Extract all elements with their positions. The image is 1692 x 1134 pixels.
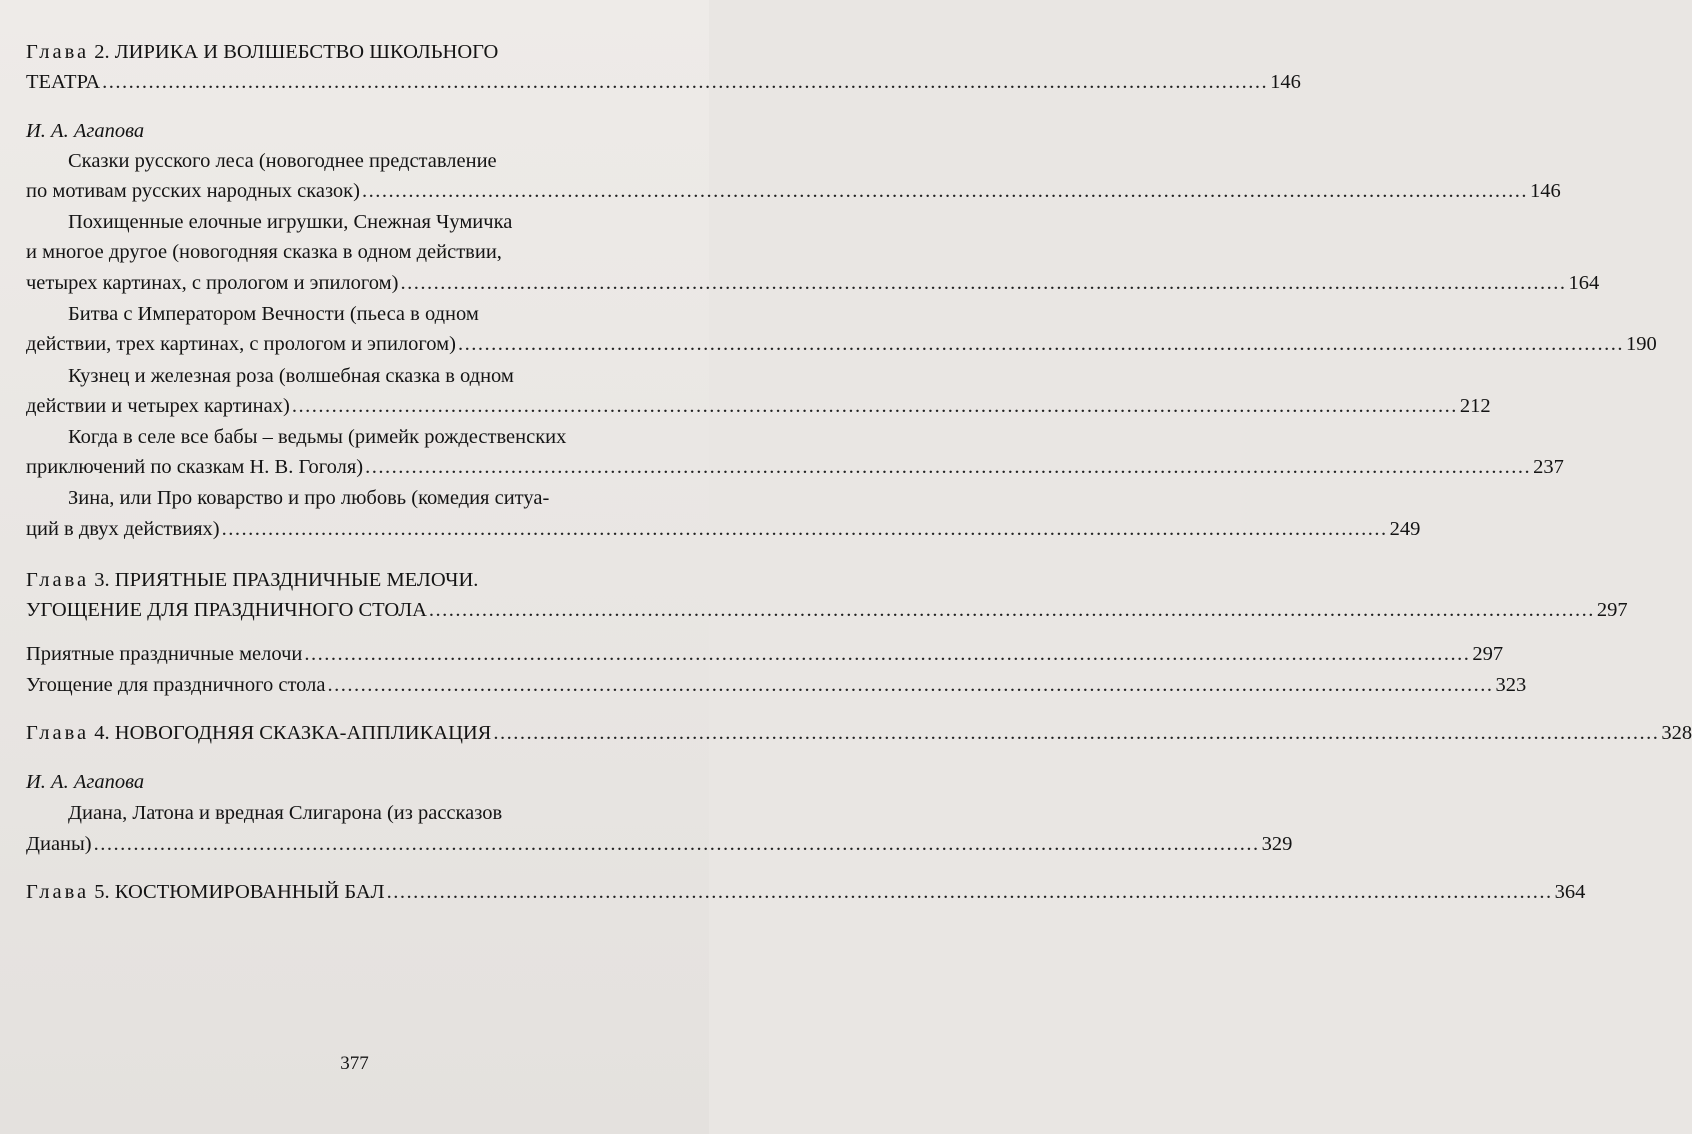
page-ref: 328 — [1661, 722, 1692, 744]
chapter-2-title-line-2 — [26, 69, 1301, 95]
chapter-title-text: 2. ЛИРИКА И ВОЛШЕБСТВО ШКОЛЬНОГО — [89, 41, 499, 63]
author-name: И. А. Агапова — [26, 771, 145, 793]
chapter-3-title-line-2 — [26, 597, 1628, 623]
chapter-title-text — [26, 879, 385, 905]
page-ref: 249 — [1389, 518, 1421, 540]
entry-text: по мотивам русских народных сказок) — [26, 180, 360, 202]
chapter-3-title-line-1 — [26, 567, 664, 593]
toc-entry-line — [26, 393, 1491, 419]
toc-entry-line — [26, 516, 1421, 542]
chapter-title-text: УГОЩЕНИЕ ДЛЯ ПРАЗДНИЧНОГО СТОЛА — [26, 599, 427, 621]
dot-leader: ................................................................................................................................................................................ — [327, 674, 1494, 696]
page-ref: 297 — [1596, 599, 1628, 621]
page-ref: 190 — [1625, 333, 1657, 355]
page-ref: 212 — [1459, 395, 1491, 417]
chapter-title-text: 4. НОВОГОДНЯЯ СКАЗКА-АППЛИКАЦИЯ — [89, 722, 492, 744]
toc-entry-line: Похищенные елочные игрушки, Снежная Чумичка — [68, 211, 513, 233]
entry-text: приключений по сказкам Н. В. Гоголя) — [26, 456, 364, 478]
toc-entry-line: Кузнец и железная роза (волшебная сказка в одном — [68, 365, 514, 387]
page-ref: 323 — [1495, 674, 1527, 696]
toc-entry-line: Битва с Императором Вечности (пьеса в одном — [68, 303, 479, 325]
toc-entry-line — [26, 331, 1657, 357]
toc-entry-line — [26, 672, 1527, 698]
dot-leader: ................................................................................................................................................................................ — [365, 456, 1532, 478]
dot-leader: ................................................................................................................................................................................ — [493, 722, 1660, 744]
dot-leader: ................................................................................................................................................................................ — [93, 833, 1260, 855]
page-number: 377 — [340, 1053, 369, 1074]
entry-text: Дианы) — [26, 833, 92, 855]
chapter-title-text: ТЕАТРА — [26, 71, 101, 93]
dot-leader: ................................................................................................................................................................................ — [291, 395, 1458, 417]
chapter-title-text: 5. КОСТЮМИРОВАННЫЙ БАЛ — [89, 881, 385, 903]
page-ref: 329 — [1261, 833, 1293, 855]
chapter-label: Глава — [26, 41, 90, 63]
dot-leader: ................................................................................................................................................................................ — [386, 881, 1553, 903]
dot-leader: ................................................................................................................................................................................ — [428, 599, 1595, 621]
chapter-2-title-line-1 — [26, 39, 664, 65]
toc-entry-line: Когда в селе все бабы – ведьмы (римейк рождественских — [68, 426, 567, 448]
toc-entry-line — [26, 270, 1600, 296]
page-ref: 237 — [1533, 456, 1564, 478]
dot-leader: ................................................................................................................................................................................ — [102, 71, 1269, 93]
chapter-title-text: 3. ПРИЯТНЫЕ ПРАЗДНИЧНЫЕ МЕЛОЧИ. — [89, 569, 479, 591]
dot-leader: ................................................................................................................................................................................ — [457, 333, 1624, 355]
entry-text: ций в двух действиях) — [26, 518, 220, 540]
chapter-title-text — [26, 720, 491, 746]
toc-entry-line: и многое другое (новогодняя сказка в одном действии, — [26, 241, 502, 263]
toc-entry-line — [26, 641, 1504, 667]
toc-entry-line — [26, 454, 1564, 480]
dot-leader: ................................................................................................................................................................................ — [361, 180, 1528, 202]
chapter-5-title — [26, 879, 1586, 905]
toc-entry-line: Сказки русского леса (новогоднее представление — [68, 150, 497, 172]
author-name: И. А. Агапова — [26, 120, 145, 142]
entry-text: Угощение для праздничного стола — [26, 674, 326, 696]
page-ref: 364 — [1554, 881, 1586, 903]
chapter-label: Глава — [26, 569, 90, 591]
chapter-label: Глава — [26, 881, 90, 903]
chapter-label: Глава — [26, 722, 90, 744]
page-ref: 146 — [1270, 71, 1301, 93]
entry-text: четырех картинах, с прологом и эпилогом) — [26, 272, 399, 294]
toc-entry-line — [26, 831, 1293, 857]
entry-text: Приятные праздничные мелочи — [26, 643, 303, 665]
toc-entry-line: Диана, Латона и вредная Слигарона (из рассказов — [68, 802, 503, 824]
page-ref: 164 — [1568, 272, 1600, 294]
chapter-4-title — [26, 720, 1692, 746]
toc-entry-line — [26, 178, 1561, 204]
page-ref: 146 — [1529, 180, 1561, 202]
entry-text: действии, трех картинах, с прологом и эпилогом) — [26, 333, 456, 355]
dot-leader: ................................................................................................................................................................................ — [304, 643, 1471, 665]
dot-leader: ................................................................................................................................................................................ — [221, 518, 1388, 540]
toc-entry-line: Зина, или Про коварство и про любовь (комедия ситуа- — [68, 487, 550, 509]
page-ref: 297 — [1472, 643, 1504, 665]
dot-leader: ................................................................................................................................................................................ — [400, 272, 1567, 294]
entry-text: действии и четырех картинах) — [26, 395, 290, 417]
